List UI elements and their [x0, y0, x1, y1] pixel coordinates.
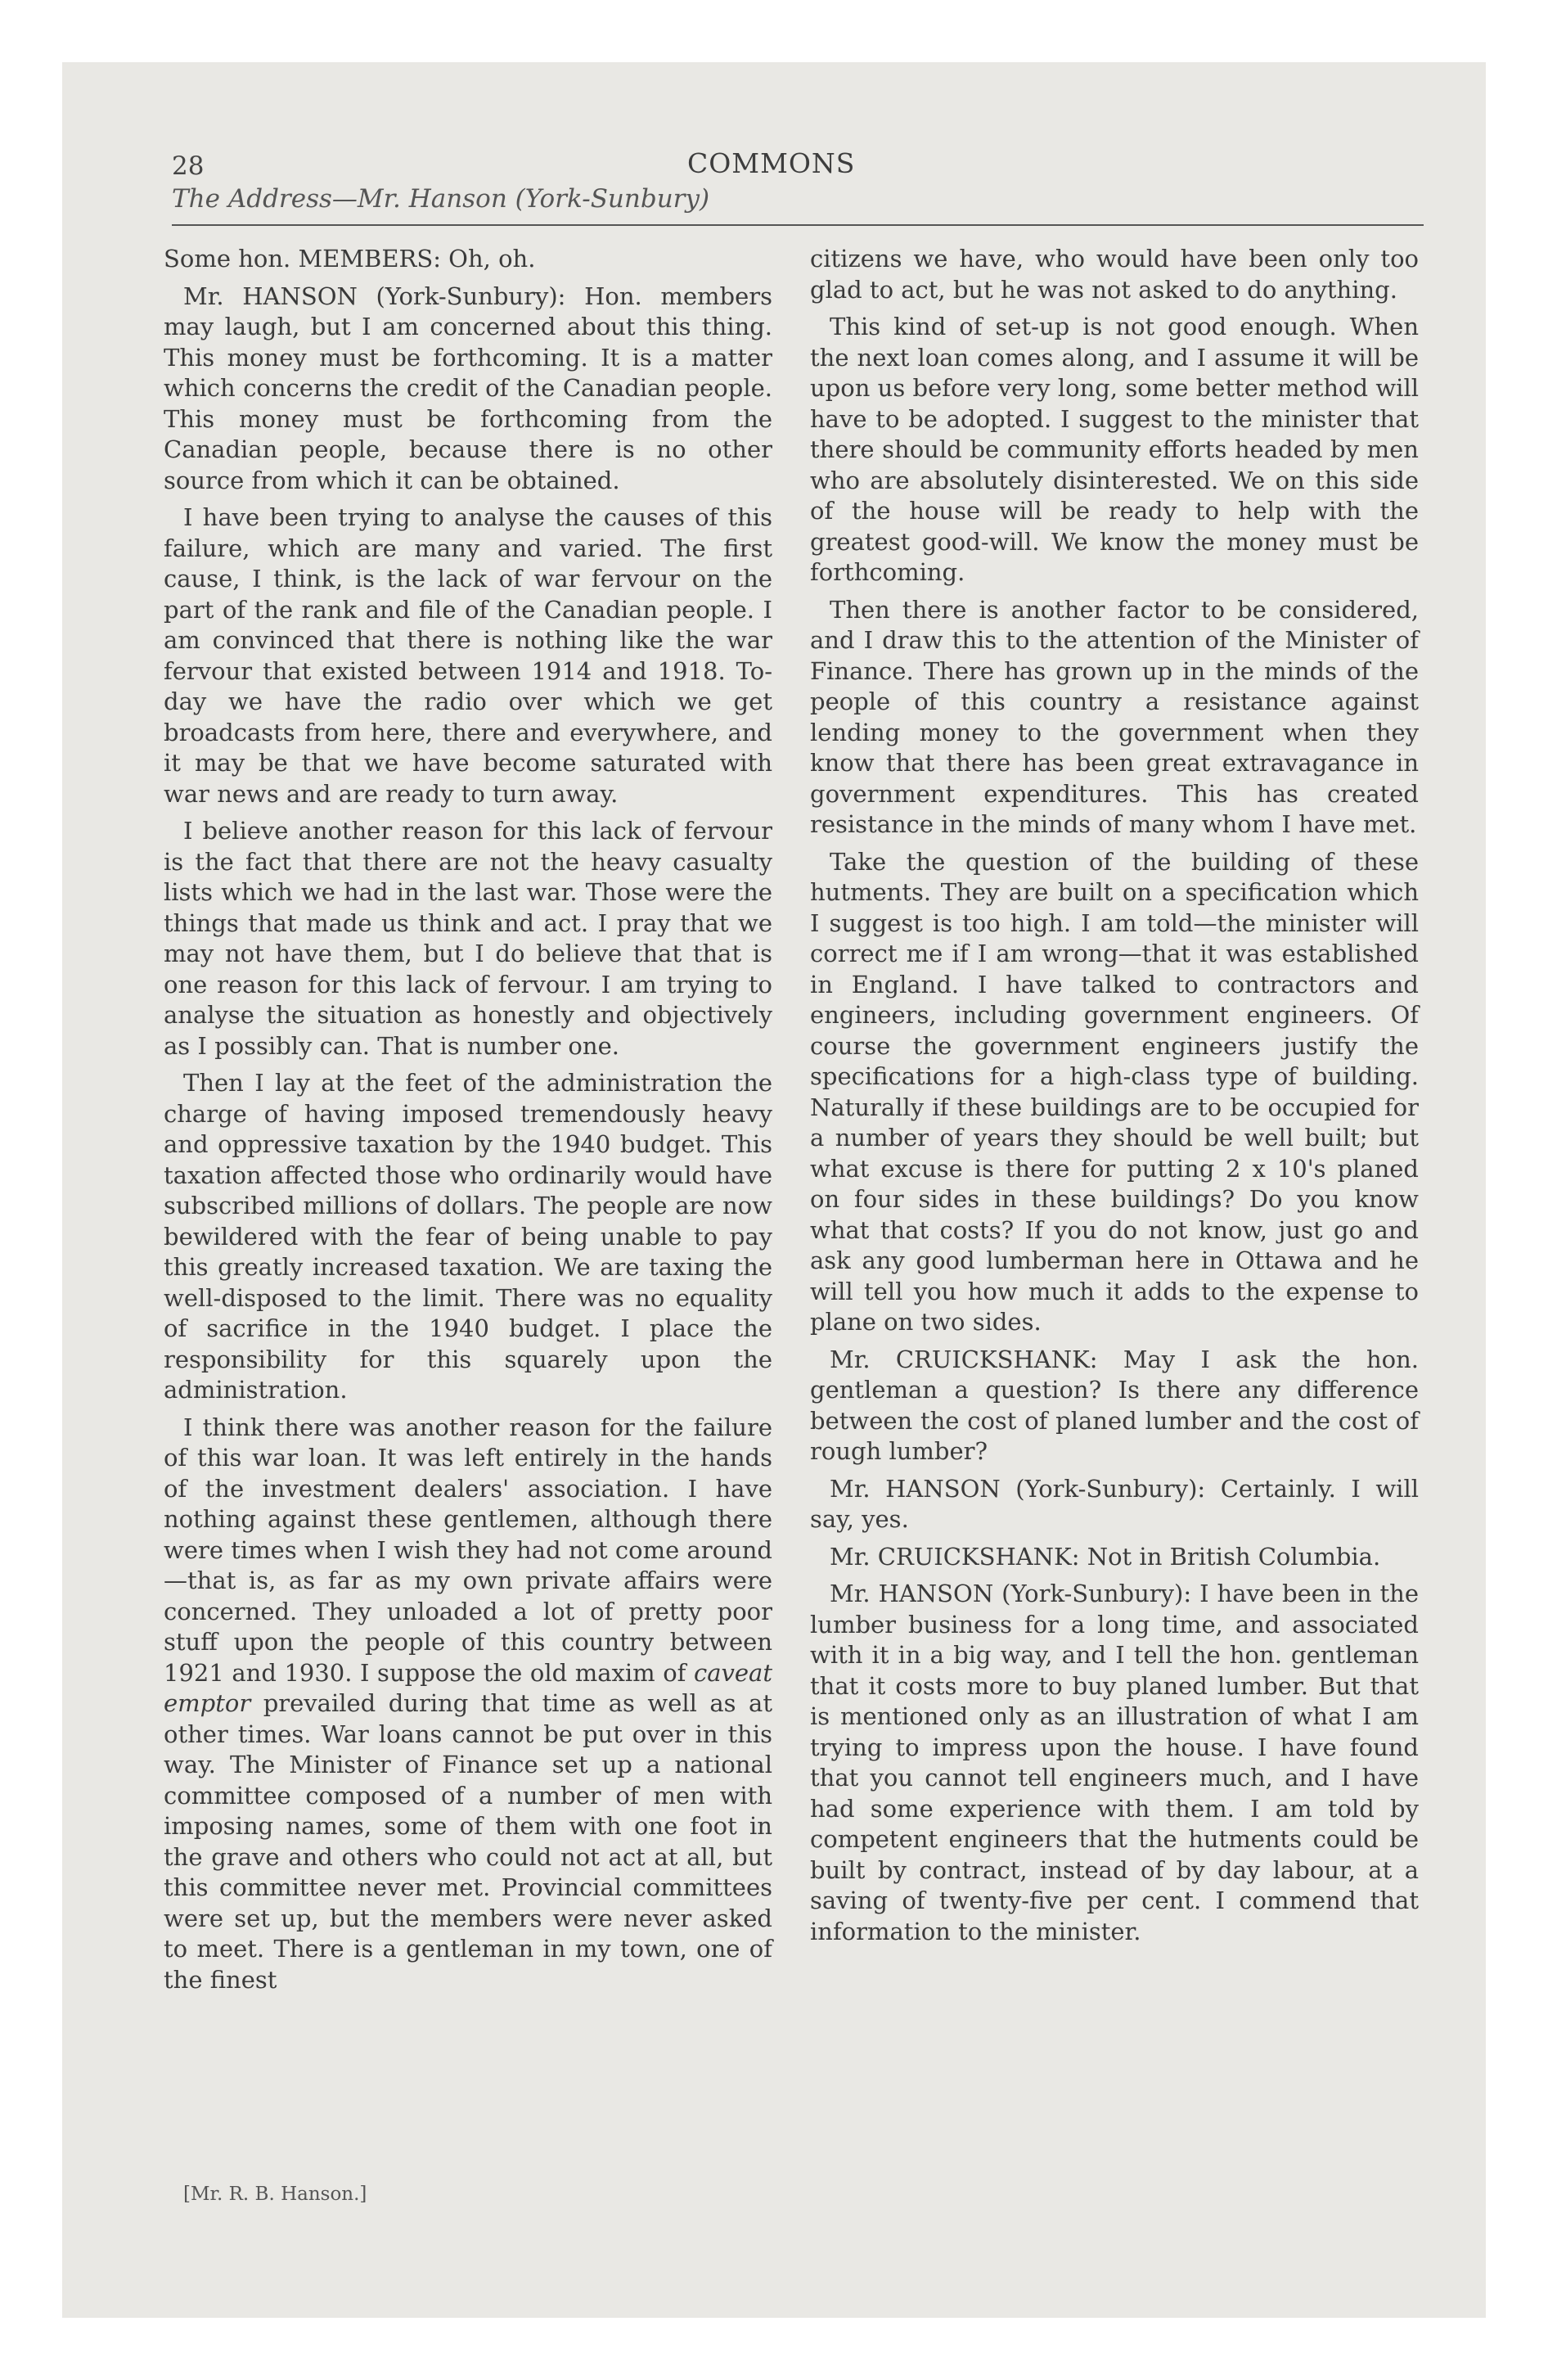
paragraph: Mr. CRUICKSHANK: May I ask the hon. gentleman a question? Is there any difference between the cost of planed lumber and the cost of rough lumber?: [810, 1345, 1419, 1465]
running-header: The Address—Mr. Hanson (York-Sunbury): [172, 184, 710, 214]
paragraph: Mr. HANSON (York-Sunbury): Certainly. I will say, yes.: [810, 1474, 1419, 1533]
page-title: COMMONS: [687, 147, 856, 179]
page-number: 28: [172, 151, 205, 181]
header-rule: [172, 224, 1424, 226]
paragraph: I believe another reason for this lack of fervour is the fact that there are not the heavy casualty lists which we had in the last war. Those were the things that made us think and act. I pray that we may not have them, but I do believe that that is one reason for this lack of fervour. I am trying to analyse the situation as honestly and objectively as I possibly can. That is number one.: [164, 817, 772, 1060]
paragraph-text: prevailed during that time as well as at other times. War loans cannot be put over in this way. The Minister of Finance set up a national committee composed of a number of men with imposing names, some of them with one foot in the grave and others who could not act at all, but this committee never met. Provincial committees were set up, but the members were never asked to meet. There is a gentleman in my town, one of the finest: [164, 1689, 773, 1994]
right-column: [810, 244, 1419, 1954]
paragraph: [164, 1413, 772, 1996]
latin-phrase: caveat emptor: [164, 1658, 772, 1717]
paragraph: Mr. HANSON (York-Sunbury): I have been in the lumber business for a long time, and associated with it in a big way, and I tell the hon. gentleman that it costs more to buy planed lumber. But that is mentioned only as an illustration of what I am trying to impress upon the house. I have found that you cannot tell engineers much, and I have had some experience with them. I am told by competent engineers that the hutments could be built by contract, instead of by day labour, at a saving of twenty-five per cent. I commend that information to the minister.: [810, 1580, 1419, 1945]
paragraph: Then I lay at the feet of the administration the charge of having imposed tremendously heavy and oppressive taxation by the 1940 budget. This taxation affected those who ordinarily would have subscribed millions of dollars. The people are now bewildered with the fear of being unable to pay this greatly increased taxation. We are taxing the well-disposed to the limit. There was no equality of sacrifice in the 1940 budget. I place the responsibility for this squarely upon the administration.: [164, 1069, 772, 1404]
paragraph: Some hon. MEMBERS: Oh, oh.: [164, 245, 536, 273]
paragraph: I have been trying to analyse the causes of this failure, which are many and varied. The first cause, I think, is the lack of war fervour on the part of the rank and file of the Canadian people. I am convinced that there is nothing like the war fervour that existed between 1914 and 1918. To-day we have the radio over which we get broadcasts from here, there and everywhere, and it may be that we have become saturated with war news and are ready to turn away.: [164, 503, 772, 808]
speaker-signature: [Mr. R. B. Hanson.]: [183, 2184, 367, 2205]
paragraph: citizens we have, who would have been only too glad to act, but he was not asked to do anything.: [810, 245, 1419, 304]
paragraph: Then there is another factor to be considered, and I draw this to the attention of the Minister of Finance. There has grown up in the minds of the people of this country a resistance against lending money to the government when they know that there has been great extravagance in government expenditures. This has created resistance in the minds of many whom I have met.: [810, 595, 1419, 838]
left-column: [164, 244, 772, 2002]
paragraph: Mr. CRUICKSHANK: Not in British Columbia.: [830, 1542, 1381, 1571]
paragraph-text: I think there was another reason for the failure of this war loan. It was left entirely in the hands of the investment dealers' association. I have nothing against these gentlemen, although there were times when I wish they had not come around—that is, as far as my own private affairs were concerned. They unloaded a lot of pretty poor stuff upon the people of this country between 1921 and 1930. I suppose the old maxim of: [164, 1413, 772, 1687]
paragraph: This kind of set-up is not good enough. When the next loan comes along, and I assume it will be upon us before very long, some better method will have to be adopted. I suggest to the minister that there should be community efforts headed by men who are absolutely disinterested. We on this side of the house will be ready to help with the greatest good-will. We know the money must be forthcoming.: [810, 313, 1419, 586]
paragraph: Take the question of the building of these hutments. They are built on a specification which I suggest is too high. I am told—the minister will correct me if I am wrong—that it was established in England. I have talked to contractors and engineers, including government engineers. Of course the government engineers justify the specifications for a high-class type of building. Naturally if these buildings are to be occupied for a number of years they should be well built; but what excuse is there for putting 2 x 10's planed on four sides in these buildings? Do you know what that costs? If you do not know, just go and ask any good lumberman here in Ottawa and he will tell you how much it adds to the expense to plane on two sides.: [810, 847, 1419, 1336]
paragraph: Mr. HANSON (York-Sunbury): Hon. members may laugh, but I am concerned about this thing. This money must be forthcoming. It is a matter which concerns the credit of the Canadian people. This money must be forthcoming from the Canadian people, because there is no other source from which it can be obtained.: [164, 282, 772, 494]
